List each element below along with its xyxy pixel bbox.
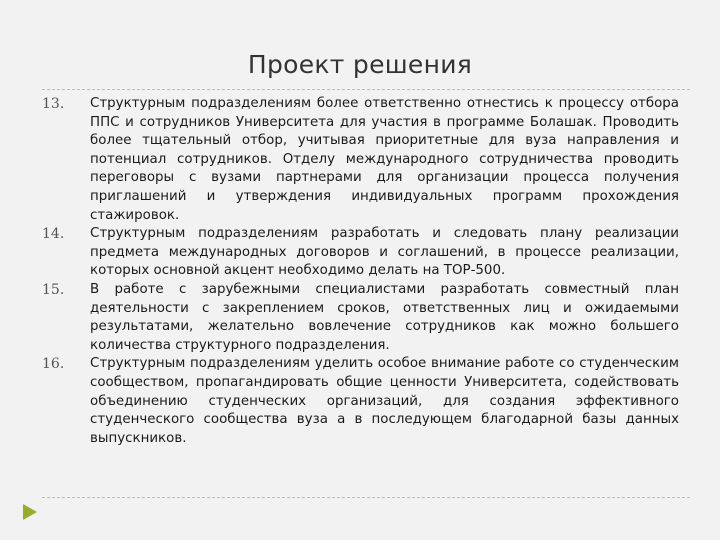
list-item bbox=[42, 355, 679, 448]
item-number: 13. bbox=[42, 96, 65, 112]
slide-title: Проект решения bbox=[247, 50, 473, 79]
list-item bbox=[42, 95, 679, 225]
top-divider bbox=[42, 89, 690, 90]
recommendation-list bbox=[42, 95, 679, 448]
item-text: В работе с зарубежными специалистами разработать совместный план деятельности с закреплением сроков, ответственных лиц и ожидаемыми результатами, желательно вовлечение сотрудников как можно большего количества структурного подразделения. bbox=[90, 281, 679, 353]
item-number: 15. bbox=[42, 281, 65, 298]
item-number: 16. bbox=[42, 356, 65, 373]
item-text: Структурным подразделениям более ответственно отнестись к процессу отбора ППС и сотрудников Университета для участия в программе Болашак. Проводить более тщательный отбор, учитывая приоритетные для вуза направления и потенциал сотрудников. Отделу международного сотрудничества проводить переговоры с вузами партнерами для организации процесса получения приглашений и утверждения индивидуальных программ прохождения стажировок. bbox=[90, 96, 679, 223]
bottom-divider bbox=[42, 497, 690, 498]
list-item bbox=[42, 225, 679, 281]
item-text: Структурным подразделениям разработать и следовать плану реализации предмета международных договоров и соглашений, в процессе реализации, которых основной акцент необходимо делать на ТОР-500. bbox=[90, 226, 679, 279]
list-item bbox=[42, 281, 679, 355]
item-text: Структурным подразделениям уделить особое внимание работе со студенческим сообществом, пропагандировать общие ценности Университета, содействовать объединению студенческих организаций, для создания эффективного студенческого сообщества вуза а в последующем благодарной базы данных выпускников. bbox=[90, 356, 679, 446]
item-number: 14. bbox=[42, 226, 65, 243]
play-arrow-icon bbox=[20, 503, 40, 521]
